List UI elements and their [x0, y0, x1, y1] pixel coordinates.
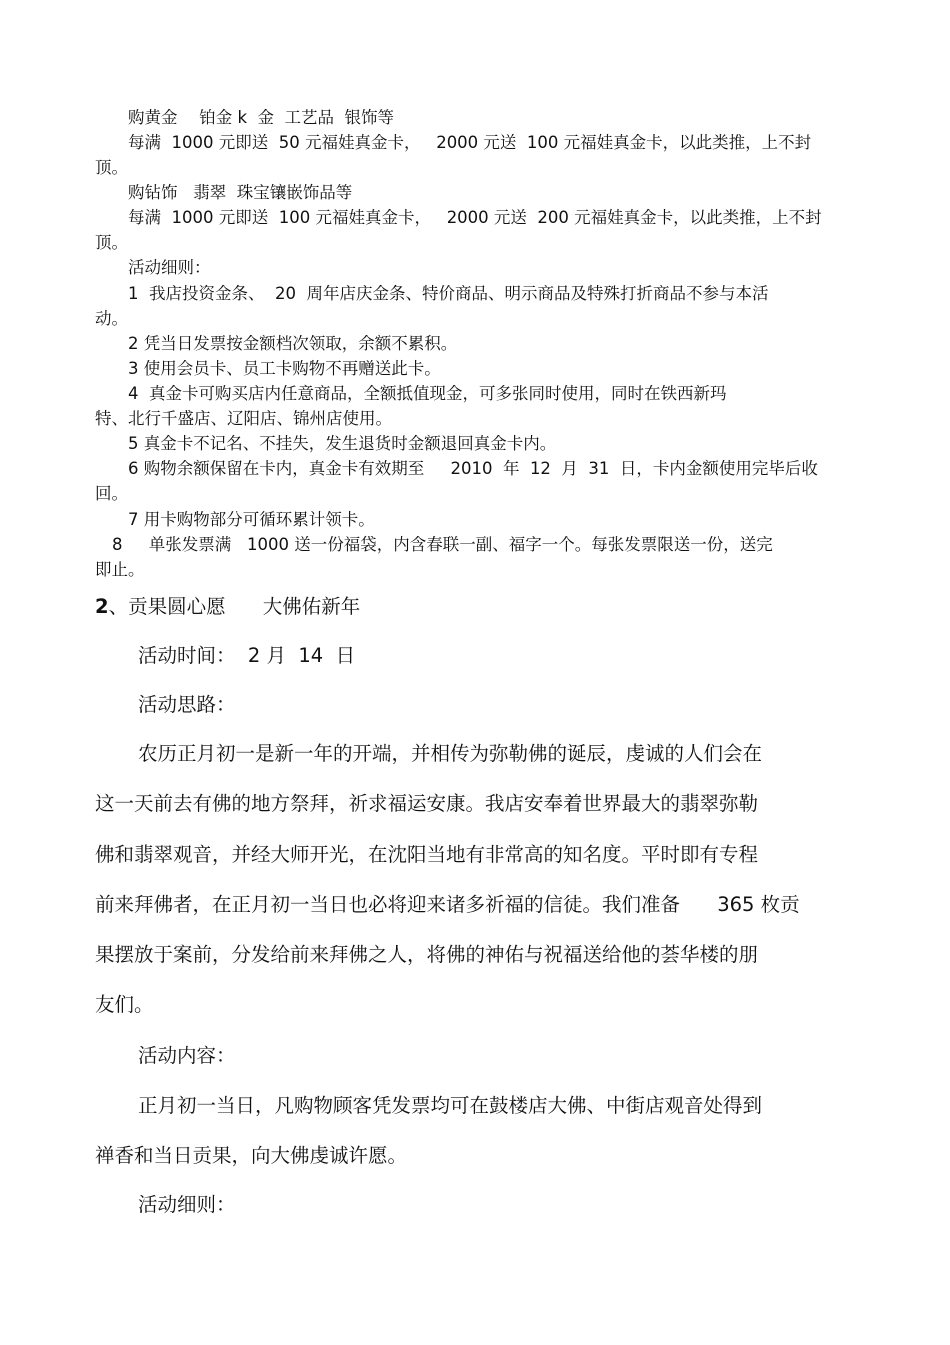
text-line: 动。: [95, 309, 128, 328]
text-line: 4 真金卡可购买店内任意商品，全额抵值现金，可多张同时使用，同时在铁西新玛: [128, 384, 727, 403]
text-line: 即止。: [95, 560, 145, 579]
text-line: 每满 1000 元即送 50 元福娃真金卡， 2000 元送 100 元福娃真金卡，以此类推，上不封: [128, 133, 812, 152]
section-heading: [95, 594, 360, 620]
text-line: 3 使用会员卡、员工卡购物不再赠送此卡。: [128, 359, 441, 378]
text-line: 友们。: [95, 993, 154, 1016]
text-line: 7 用卡购物部分可循环累计领卡。: [128, 510, 375, 529]
text-line: 佛和翡翠观音，并经大师开光，在沈阳当地有非常高的知名度。平时即有专程: [95, 843, 759, 866]
text-line: 购钻饰 翡翠 珠宝镶嵌饰品等: [128, 183, 353, 202]
text-line: 活动时间： 2 月 14 日: [138, 644, 356, 667]
section-title: 、贡果圆心愿 大佛佑新年: [108, 595, 361, 618]
text-line: 购黄金 铂金 k 金 工艺品 银饰等: [128, 108, 395, 127]
text-line: 5 真金卡不记名、不挂失，发生退货时金额退回真金卡内。: [128, 434, 557, 453]
text-line: 1 我店投资金条、 20 周年店庆金条、特价商品、明示商品及特殊打折商品不参与本活: [128, 284, 769, 303]
text-line: 农历正月初一是新一年的开端，并相传为弥勒佛的诞辰，虔诚的人们会在: [138, 742, 763, 765]
text-line: 特、北行千盛店、辽阳店、锦州店使用。: [95, 409, 392, 428]
text-line: 顶。: [95, 158, 128, 177]
section-number: 2: [95, 595, 109, 618]
text-line: 活动思路：: [138, 693, 236, 716]
text-line: 活动内容：: [138, 1044, 236, 1067]
text-line: 这一天前去有佛的地方祭拜，祈求福运安康。我店安奉着世界最大的翡翠弥勒: [95, 792, 759, 815]
text-line: 8 单张发票满 1000 送一份福袋，内含春联一副、福字一个。每张发票限送一份，送完: [112, 535, 773, 554]
text-line: 顶。: [95, 233, 128, 252]
text-line: 果摆放于案前，分发给前来拜佛之人，将佛的神佑与祝福送给他的荟华楼的朋: [95, 943, 759, 966]
text-line: 活动细则：: [138, 1193, 236, 1216]
text-line: 活动细则：: [128, 258, 211, 277]
text-line: 正月初一当日，凡购物顾客凭发票均可在鼓楼店大佛、中街店观音处得到: [138, 1094, 763, 1117]
text-line: 6 购物余额保留在卡内，真金卡有效期至 2010 年 12 月 31 日，卡内金额使用完毕后收: [128, 459, 818, 478]
text-line: 禅香和当日贡果，向大佛虔诚许愿。: [95, 1144, 408, 1167]
text-line: 每满 1000 元即送 100 元福娃真金卡， 2000 元送 200 元福娃真金卡，以此类推，上不封: [128, 208, 822, 227]
text-line: 回。: [95, 484, 128, 503]
text-line: 前来拜佛者，在正月初一当日也必将迎来诸多祈福的信徒。我们准备 365 枚贡: [95, 893, 800, 916]
text-line: 2 凭当日发票按金额档次领取，余额不累积。: [128, 334, 458, 353]
